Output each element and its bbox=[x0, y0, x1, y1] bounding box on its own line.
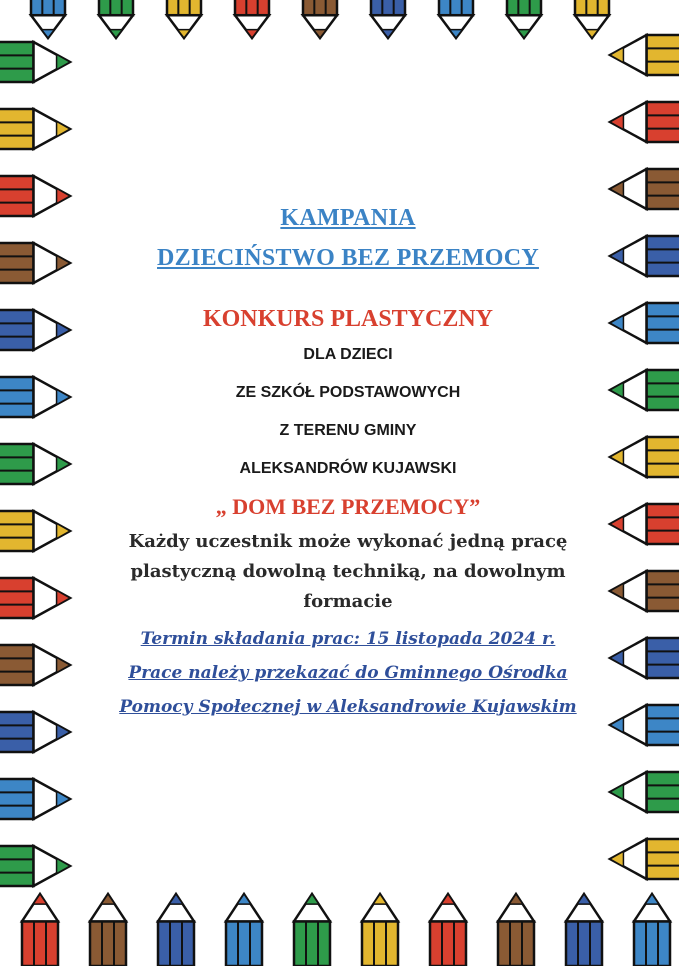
pencil-icon bbox=[439, 0, 473, 38]
pencil-icon bbox=[430, 894, 466, 966]
pencil-icon bbox=[0, 846, 70, 886]
pencil-icon bbox=[99, 0, 133, 38]
pencil-icon bbox=[0, 377, 70, 417]
pencil-icon bbox=[610, 571, 679, 611]
pencil-icon bbox=[235, 0, 269, 38]
pencil-icon bbox=[0, 712, 70, 752]
audience-line: ZE SZKÓŁ PODSTAWOWYCH bbox=[235, 384, 461, 401]
pencil-icon bbox=[226, 894, 262, 966]
pencil-icon bbox=[303, 0, 337, 38]
pencil-icon bbox=[610, 236, 679, 276]
rules-line: Każdy uczestnik może wykonać jedną pracę bbox=[128, 531, 568, 552]
audience-line: DLA DZIECI bbox=[303, 346, 393, 363]
audience-line: Z TERENU GMINY bbox=[279, 422, 417, 439]
campaign-title-line2: DZIECIŃSTWO BEZ PRZEMOCY bbox=[157, 245, 539, 271]
pencil-icon bbox=[31, 0, 65, 38]
pencil-icon bbox=[610, 772, 679, 812]
pencil-icon bbox=[371, 0, 405, 38]
contest-title: KONKURS PLASTYCZNY bbox=[202, 306, 494, 332]
pencil-icon bbox=[0, 310, 70, 350]
pencil-icon bbox=[0, 645, 70, 685]
pencil-icon bbox=[610, 102, 679, 142]
pencil-icon bbox=[0, 42, 70, 82]
pencil-icon bbox=[294, 894, 330, 966]
pencil-icon bbox=[158, 894, 194, 966]
campaign-title-line1: KAMPANIA bbox=[280, 205, 416, 231]
contest-motto: „ DOM BEZ PRZEMOCY” bbox=[215, 494, 481, 519]
delivery-line: Prace należy przekazać do Gminnego Ośrodka bbox=[128, 663, 568, 683]
pencil-icon bbox=[610, 638, 679, 678]
pencil-icon bbox=[167, 0, 201, 38]
pencil-icon bbox=[0, 243, 70, 283]
delivery-line: Pomocy Społecznej w Aleksandrowie Kujawskim bbox=[119, 697, 577, 717]
pencil-icon bbox=[610, 839, 679, 879]
pencil-icon bbox=[610, 35, 679, 75]
poster-body bbox=[88, 198, 608, 724]
rules-line: plastyczną dowolną techniką, na dowolnym bbox=[130, 561, 566, 582]
pencil-icon bbox=[610, 437, 679, 477]
rules-line: formacie bbox=[303, 591, 393, 612]
audience-line: ALEKSANDRÓW KUJAWSKI bbox=[239, 460, 457, 477]
pencil-icon bbox=[610, 705, 679, 745]
pencil-icon bbox=[0, 511, 70, 551]
deadline-text: Termin składania prac: 15 listopada 2024 r. bbox=[140, 629, 556, 649]
pencil-icon bbox=[575, 0, 609, 38]
pencil-icon bbox=[507, 0, 541, 38]
pencil-icon bbox=[0, 779, 70, 819]
pencil-icon bbox=[362, 894, 398, 966]
pencil-icon bbox=[0, 444, 70, 484]
pencil-icon bbox=[610, 169, 679, 209]
pencil-icon bbox=[0, 578, 70, 618]
pencil-icon bbox=[22, 894, 58, 966]
pencil-icon bbox=[90, 894, 126, 966]
pencil-icon bbox=[0, 109, 70, 149]
pencil-icon bbox=[0, 176, 70, 216]
pencil-icon bbox=[610, 370, 679, 410]
pencil-icon bbox=[566, 894, 602, 966]
pencil-icon bbox=[634, 894, 670, 966]
pencil-icon bbox=[610, 504, 679, 544]
pencil-icon bbox=[610, 303, 679, 343]
pencil-icon bbox=[498, 894, 534, 966]
